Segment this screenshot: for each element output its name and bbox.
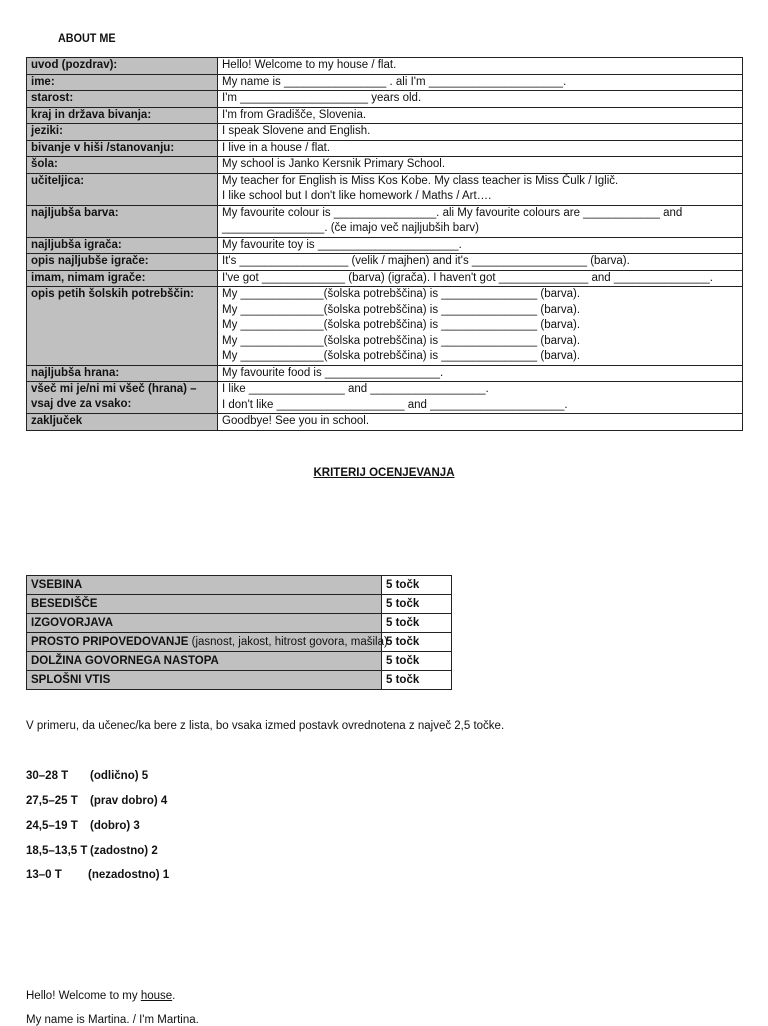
criteria-name xyxy=(27,671,382,690)
table-row xyxy=(27,365,743,382)
criteria-extra: (jasnost, jakost, hitrost govora, mašila) xyxy=(188,636,388,648)
criteria-row xyxy=(27,576,452,595)
row-value xyxy=(218,365,743,382)
row-value xyxy=(218,173,743,205)
example-text-end: . xyxy=(172,990,176,1002)
row-value-line: I like _______________ and __________________. xyxy=(222,383,489,395)
criteria-name xyxy=(27,614,382,633)
table-row xyxy=(27,74,743,91)
criteria-name xyxy=(27,652,382,671)
row-label: všeč mi je/ni mi všeč (hrana) – vsaj dve za vsako: xyxy=(27,382,218,414)
row-label: bivanje v hiši /stanovanju: xyxy=(27,140,218,157)
row-label: uvod (pozdrav): xyxy=(27,58,218,75)
grade-row xyxy=(26,869,169,881)
row-value-line: My favourite colour is ________________. ali My favourite colours are ____________ and xyxy=(222,206,683,219)
grade-range: 30–28 T xyxy=(26,770,69,782)
about-me-table xyxy=(26,57,743,431)
grade-row xyxy=(26,795,167,807)
row-value xyxy=(218,205,743,237)
example-text: Hello! Welcome to my xyxy=(26,990,141,1002)
table-row xyxy=(27,237,743,254)
row-value-line: My teacher for English is Miss Kos Kobe. My class teacher is Miss Čulk / Iglič. xyxy=(222,174,619,187)
row-label: jeziki: xyxy=(27,124,218,141)
row-value xyxy=(218,382,743,414)
row-value-line: My favourite toy is ______________________. xyxy=(222,238,462,251)
row-value-line: I like school but I don't like homework / Maths / Art…. xyxy=(222,190,492,202)
row-value-line: I'm ____________________ years old. xyxy=(222,92,422,104)
table-row xyxy=(27,270,743,287)
criteria-name-text: SPLOŠNI VTIS xyxy=(31,674,111,686)
row-label: opis petih šolskih potrebščin: xyxy=(27,287,218,366)
table-row xyxy=(27,91,743,108)
criteria-name xyxy=(27,595,382,614)
criteria-name-text: PROSTO PRIPOVEDOVANJE xyxy=(31,636,189,648)
table-row xyxy=(27,173,743,205)
example-underlined: house xyxy=(140,990,173,1002)
grade-desc: (nezadostno) 1 xyxy=(88,869,170,881)
criteria-row xyxy=(27,614,452,633)
row-label: kraj in država bivanja: xyxy=(27,107,218,124)
criteria-name-text: IZGOVORJAVA xyxy=(31,617,113,629)
criteria-points: 5 točk xyxy=(382,614,452,633)
row-value xyxy=(218,237,743,254)
example-line xyxy=(26,1014,199,1026)
table-row xyxy=(27,140,743,157)
row-value-line: I don't like ____________________ and _____________________. xyxy=(222,398,568,411)
row-label: najljubša igrača: xyxy=(27,237,218,254)
criteria-title: KRITERIJ OCENJEVANJA xyxy=(313,467,455,479)
table-row xyxy=(27,205,743,237)
grade-range: 13–0 T xyxy=(26,869,62,881)
row-value-line: Goodbye! See you in school. xyxy=(222,415,370,427)
row-value xyxy=(218,414,743,431)
reading-note: V primeru, da učenec/ka bere z lista, bo vsaka izmed postavk ovrednotena z največ 2,5 točke. xyxy=(26,720,505,732)
row-label: ime: xyxy=(27,74,218,91)
row-value-line: My name is ________________ . ali I'm _____________________. xyxy=(222,75,567,88)
row-value-line: I've got _____________ (barva) (igrača). I haven't got ______________ and _______________. xyxy=(222,271,713,284)
row-label: šola: xyxy=(27,157,218,174)
grade-desc: (dobro) 3 xyxy=(90,820,140,832)
row-value-line: My _____________(šolska potrebščina) is _______________ (barva). xyxy=(222,303,581,316)
criteria-points: 5 točk xyxy=(382,595,452,614)
criteria-row xyxy=(27,633,452,652)
criteria-name-text: BESEDIŠČE xyxy=(31,598,98,610)
row-value xyxy=(218,124,743,141)
row-value-line: My _____________(šolska potrebščina) is _______________ (barva). xyxy=(222,319,581,331)
grade-range: 18,5–13,5 T xyxy=(26,845,88,857)
row-value-line: Hello! Welcome to my house / flat. xyxy=(222,59,397,71)
row-value xyxy=(218,254,743,271)
row-label: imam, nimam igrače: xyxy=(27,270,218,287)
criteria-name-text: DOLŽINA GOVORNEGA NASTOPA xyxy=(31,655,219,667)
grade-row xyxy=(26,770,148,782)
row-label: zaključek xyxy=(27,414,218,431)
table-row xyxy=(27,382,743,414)
row-value-line: ________________. (če imajo več najljubših barv) xyxy=(222,222,480,234)
row-label: opis najljubše igrače: xyxy=(27,254,218,271)
grade-row xyxy=(26,845,158,857)
criteria-row xyxy=(27,595,452,614)
row-value-line: I speak Slovene and English. xyxy=(222,125,371,137)
row-label: učiteljica: xyxy=(27,173,218,205)
criteria-name-text: VSEBINA xyxy=(31,579,83,591)
table-row xyxy=(27,414,743,431)
table-row xyxy=(27,58,743,75)
row-value xyxy=(218,91,743,108)
criteria-row xyxy=(27,671,452,690)
criteria-name xyxy=(27,633,388,652)
page-title: ABOUT ME xyxy=(58,31,116,45)
grade-desc: (odlično) 5 xyxy=(90,770,149,782)
table-row xyxy=(27,124,743,141)
row-label: starost: xyxy=(27,91,218,108)
row-label: najljubša barva: xyxy=(27,205,218,237)
row-value xyxy=(218,140,743,157)
grade-row xyxy=(26,820,140,832)
grade-range: 27,5–25 T xyxy=(26,795,78,807)
row-value-line: I live in a house / flat. xyxy=(222,141,331,154)
grade-range: 24,5–19 T xyxy=(26,820,78,832)
table-row xyxy=(27,157,743,174)
example-text: My name is Martina. / I'm Martina. xyxy=(26,1014,199,1026)
row-value xyxy=(218,287,743,366)
row-value-line: My _____________(šolska potrebščina) is _______________ (barva). xyxy=(222,350,581,362)
row-value-line: It's _________________ (velik / majhen) and it's __________________ (barva). xyxy=(222,255,630,267)
criteria-table xyxy=(26,575,452,690)
example-line xyxy=(26,990,175,1002)
criteria-points: 5 točk xyxy=(382,671,452,690)
row-value-line: I'm from Gradišče, Slovenia. xyxy=(222,108,367,121)
criteria-name xyxy=(27,576,382,595)
table-row xyxy=(27,107,743,124)
row-value xyxy=(218,107,743,124)
criteria-points: 5 točk xyxy=(382,633,452,652)
table-row xyxy=(27,287,743,366)
criteria-row xyxy=(27,652,452,671)
table-row xyxy=(27,254,743,271)
row-value-line: My favourite food is __________________. xyxy=(222,366,444,379)
row-value-line: My _____________(šolska potrebščina) is _______________ (barva). xyxy=(222,334,581,347)
row-value xyxy=(218,157,743,174)
row-value-line: My _____________(šolska potrebščina) is _______________ (barva). xyxy=(222,288,581,300)
row-value xyxy=(218,74,743,91)
grade-desc: (prav dobro) 4 xyxy=(90,795,168,807)
grade-desc: (zadostno) 2 xyxy=(90,845,158,857)
criteria-points: 5 točk xyxy=(382,652,452,671)
row-label: najljubša hrana: xyxy=(27,365,218,382)
row-value-line: My school is Janko Kersnik Primary School. xyxy=(222,158,446,170)
row-value xyxy=(218,270,743,287)
criteria-points: 5 točk xyxy=(382,576,452,595)
row-value xyxy=(218,58,743,75)
